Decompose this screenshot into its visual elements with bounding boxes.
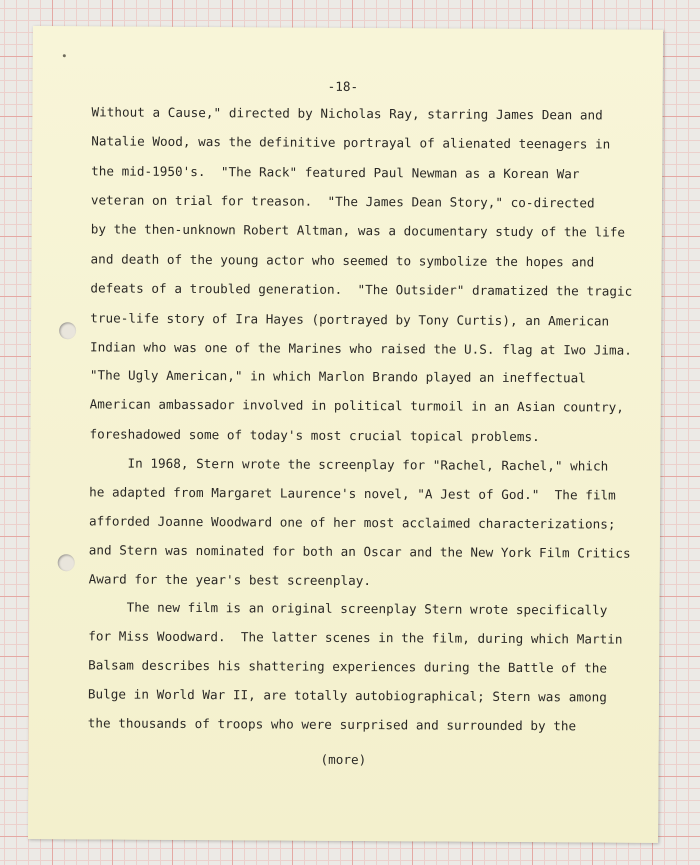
punch-hole <box>59 322 76 339</box>
text-line: In 1968, Stern wrote the screenplay for "Rachel, Rachel," which <box>89 455 609 474</box>
text-line: for Miss Woodward. The latter scenes in the film, during which Martin <box>88 628 623 647</box>
text-line: the mid-1950's. "The Rack" featured Paul Newman as a Korean War <box>91 163 580 182</box>
text-line: Bulge in World War II, are totally autobiographical; Stern was among <box>87 686 607 705</box>
page-number: -18- <box>327 78 359 94</box>
text-line: Indian who was one of the Marines who raised the U.S. flag at Iwo Jima. <box>89 339 632 358</box>
text-line: foreshadowed some of today's most crucial topical problems. <box>89 426 540 445</box>
text-line: true-life story of Ira Hayes (portrayed by Tony Curtis), an American <box>90 310 610 329</box>
text-line: by the then-unknown Robert Altman, was a documentary study of the life <box>90 221 626 240</box>
punch-hole <box>58 554 75 571</box>
text-line: and Stern was nominated for both an Oscar and the New York Film Critics <box>88 542 631 561</box>
text-line: American ambassador involved in political turmoil in an Asian country, <box>89 396 624 415</box>
text-line: the thousands of troops who were surprised and surrounded by the <box>87 715 577 734</box>
ink-speck <box>63 54 66 57</box>
text-line: defeats of a troubled generation. "The Outsider" dramatized the tragic <box>90 280 633 299</box>
text-line: he adapted from Margaret Laurence's novel, "A Jest of God." The film <box>89 484 616 503</box>
text-line: The new film is an original screenplay Stern wrote specifically <box>88 599 608 618</box>
typed-page <box>28 26 663 843</box>
text-line: Award for the year's best screenplay. <box>88 571 372 589</box>
text-line: afforded Joanne Woodward one of her most acclaimed characterizations; <box>88 513 616 532</box>
text-line: veteran on trial for treason. "The James Dean Story," co-directed <box>90 192 595 211</box>
text-line: Natalie Wood, was the definitive portrayal of alienated teenagers in <box>91 133 611 152</box>
text-line: and death of the young actor who seemed to symbolize the hopes and <box>90 251 595 270</box>
continuation-marker: (more) <box>320 751 367 768</box>
text-line: Balsam describes his shattering experiences during the Battle of the <box>88 657 608 676</box>
text-line: "The Ugly American," in which Marlon Brando played an ineffectual <box>89 367 587 386</box>
text-line: Without a Cause," directed by Nicholas Ray, starring James Dean and <box>91 104 603 123</box>
